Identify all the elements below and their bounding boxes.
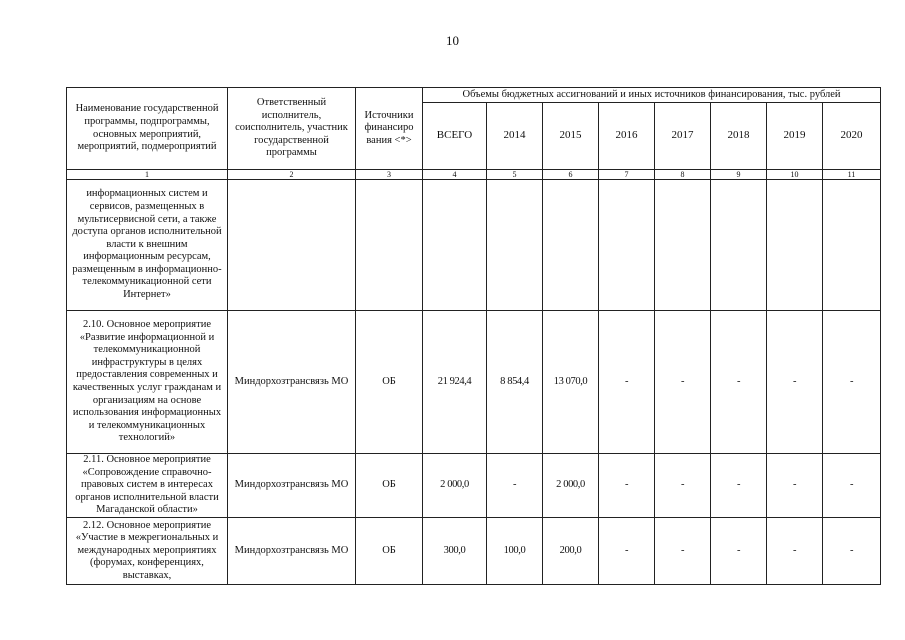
row-value: [487, 180, 543, 311]
row-value: [599, 180, 655, 311]
table-row: [67, 180, 881, 311]
row-executor: Миндорхозтрансвязь МО: [228, 454, 356, 518]
table-row: [67, 311, 881, 454]
column-number: 2: [228, 170, 356, 180]
column-number: 6: [543, 170, 599, 180]
header-volumes: Объемы бюджетных ассигнований и иных источников финансирования, тыс. рублей: [423, 88, 881, 103]
column-number: 5: [487, 170, 543, 180]
row-value: -: [767, 518, 823, 585]
row-value: -: [655, 454, 711, 518]
header-year: 2018: [711, 103, 767, 170]
row-value: -: [823, 518, 881, 585]
row-value: -: [599, 518, 655, 585]
column-number: 9: [711, 170, 767, 180]
header-year: 2014: [487, 103, 543, 170]
header-year: 2017: [655, 103, 711, 170]
row-total: 21 924,4: [423, 311, 487, 454]
row-executor: Миндорхозтрансвязь МО: [228, 311, 356, 454]
header-executor: Ответственный исполнитель, соисполнитель, участник государственной программы: [228, 88, 356, 170]
header-name: Наименование государственной программы, подпрограммы, основных мероприятий, мероприятий, подмероприятий: [67, 88, 228, 170]
row-value: -: [711, 454, 767, 518]
row-value: [711, 180, 767, 311]
row-value: -: [655, 518, 711, 585]
row-value: -: [655, 311, 711, 454]
row-name: 2.10. Основное мероприятие «Развитие информационной и телекоммуникационной инфраструктуры в целях предоставления современных и качественных услуг гражданам и организациям на основе использования информационных и телекоммуникационных технологий»: [67, 311, 228, 454]
row-value: -: [823, 454, 881, 518]
table-row: [67, 454, 881, 518]
row-value: 100,0: [487, 518, 543, 585]
row-value: [823, 180, 881, 311]
row-executor: Миндорхозтрансвязь МО: [228, 518, 356, 585]
row-value: -: [599, 454, 655, 518]
row-value: -: [487, 454, 543, 518]
header-year: 2016: [599, 103, 655, 170]
row-name: 2.11. Основное мероприятие «Сопровождение справочно-правовых систем в интересах органов исполнительной власти Магаданской области»: [67, 454, 228, 518]
row-executor: [228, 180, 356, 311]
row-total: 2 000,0: [423, 454, 487, 518]
row-source: [356, 180, 423, 311]
column-number: 1: [67, 170, 228, 180]
header-year: 2015: [543, 103, 599, 170]
column-number: 8: [655, 170, 711, 180]
row-value: [655, 180, 711, 311]
row-value: 13 070,0: [543, 311, 599, 454]
page-number: 10: [446, 33, 459, 48]
row-name: 2.12. Основное мероприятие «Участие в межрегиональных и международных мероприятиях (форумах, конференциях, выставках,: [67, 518, 228, 585]
row-value: 2 000,0: [543, 454, 599, 518]
header-year: 2019: [767, 103, 823, 170]
table-row: [67, 518, 881, 585]
row-value: -: [711, 311, 767, 454]
row-source: ОБ: [356, 311, 423, 454]
row-value: -: [767, 311, 823, 454]
row-value: -: [767, 454, 823, 518]
row-value: [543, 180, 599, 311]
row-source: ОБ: [356, 518, 423, 585]
row-value: -: [823, 311, 881, 454]
row-total: 300,0: [423, 518, 487, 585]
budget-table: [66, 87, 881, 585]
column-number: 4: [423, 170, 487, 180]
row-source: ОБ: [356, 454, 423, 518]
column-number: 7: [599, 170, 655, 180]
row-value: -: [599, 311, 655, 454]
row-total: [423, 180, 487, 311]
row-value: 200,0: [543, 518, 599, 585]
row-value: [767, 180, 823, 311]
column-number: 10: [767, 170, 823, 180]
row-value: -: [711, 518, 767, 585]
column-number: 11: [823, 170, 881, 180]
header-year: 2020: [823, 103, 881, 170]
header-total: ВСЕГО: [423, 103, 487, 170]
column-number: 3: [356, 170, 423, 180]
row-value: 8 854,4: [487, 311, 543, 454]
header-source: Источники финансиро вания <*>: [356, 88, 423, 170]
row-name: информационных систем и сервисов, размещенных в мультисервисной сети, а также доступа органов исполнительной власти к внешним информационным ресурсам, размещенным в информационно-телекоммуникационной сети Интернет»: [67, 180, 228, 311]
